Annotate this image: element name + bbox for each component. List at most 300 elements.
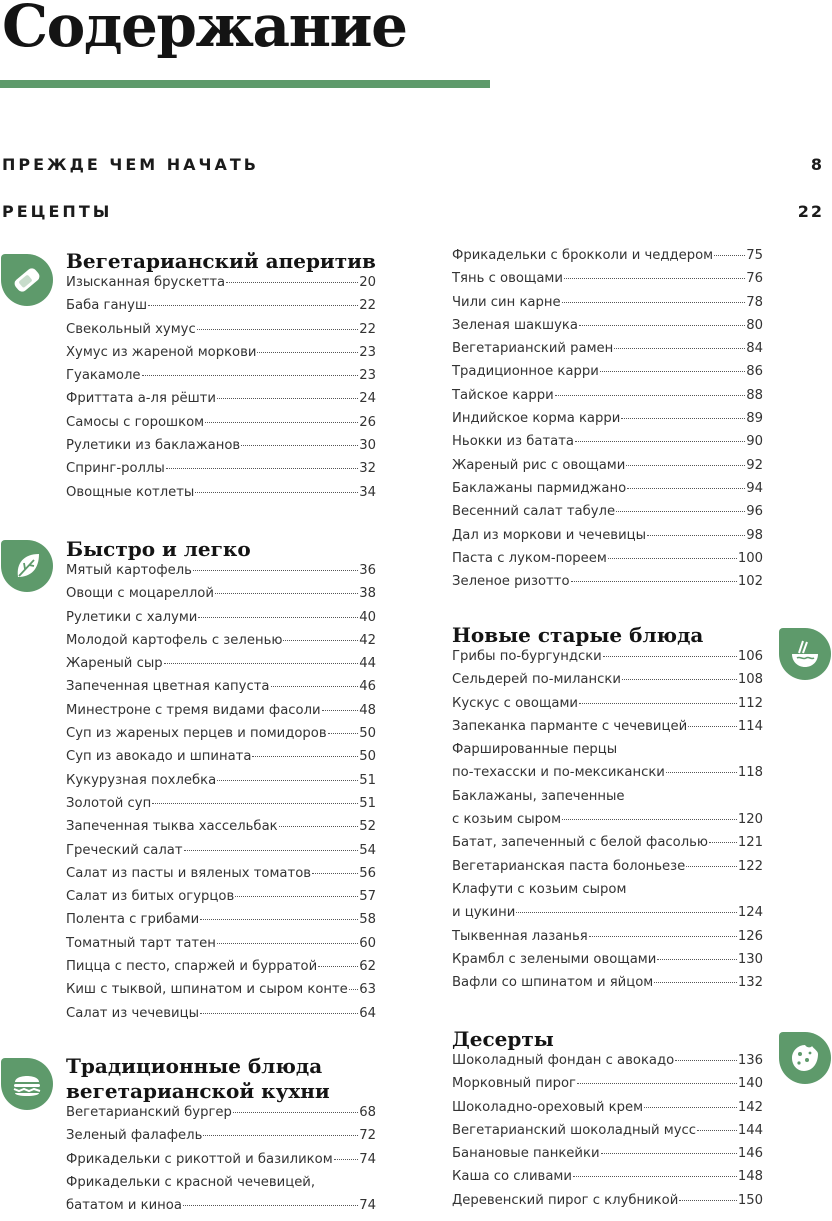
toc-entry[interactable] [66,1198,376,1221]
toc-entry[interactable] [452,364,763,387]
toc-entry[interactable] [452,789,763,812]
toc-entry-page: 58 [359,912,376,928]
toc-entry-label: Хумус из жареной моркови [66,344,257,360]
section-vegetarian-aperitif [66,250,376,508]
toc-entry-page: 136 [737,1053,763,1068]
toc-entry-label: Изысканная брускетта [66,275,226,290]
leader-dots [195,492,358,493]
leader-dots [257,352,358,353]
leader-dots [627,488,745,489]
toc-entry-page: 148 [737,1169,763,1185]
toc-entry-page: 72 [359,1128,376,1144]
toc-entry-page: 92 [746,457,763,473]
toc-entry-label: Зеленый фалафель [66,1128,203,1144]
entry-list [66,275,376,508]
leader-dots [573,1176,737,1177]
toc-entry-page: 78 [746,294,763,310]
toc-entry[interactable] [66,298,376,321]
leader-dots [217,943,358,944]
leader-dots [516,912,737,913]
section-title: Вегетарианский аперитив [66,249,376,273]
entry-list [66,1105,376,1221]
toc-entry[interactable] [66,819,376,842]
toc-entry-page: 63 [359,982,376,998]
toc-entry-label: Мятый картофель [66,563,192,578]
leader-dots [622,679,737,680]
toc-entry-label: Кукурузная похлебка [66,772,217,788]
toc-entry-label: ПРЕЖДЕ ЧЕМ НАЧАТЬ [2,154,259,174]
toc-entry-label: Суп из авокадо и шпината [66,749,252,765]
toc-entry-label: Томатный тарт татен [66,935,216,951]
page-title: Содержание [2,0,407,60]
leader-dots [626,465,745,466]
toc-entry[interactable] [452,719,763,742]
toc-entry-label: Рулетики из баклажанов [66,438,241,454]
leader-dots [148,305,358,306]
toc-entry-label: Запеченная тыква хассельбак [66,819,278,835]
section-quick-and-easy [66,538,376,1029]
toc-entry[interactable] [66,773,376,796]
toc-entry-label: Запеканка парманте с чечевицей [452,718,688,734]
toc-entry-label: Каша со сливами [452,1169,572,1185]
toc-entry[interactable] [66,485,376,508]
toc-entry-page: 22 [359,298,376,314]
toc-entry-label: Вегетарианский рамен [452,341,614,357]
toc-entry-label: Пицца с песто, спаржей и бурратой [66,959,318,975]
leader-dots [562,302,746,303]
toc-entry-page: 54 [359,842,376,858]
toc-entry[interactable] [452,411,763,434]
toc-entry[interactable] [66,345,376,368]
toc-entry-page: 22 [359,321,376,337]
leader-dots [164,663,359,664]
toc-entry-page: 44 [359,656,376,672]
toc-entry[interactable] [452,952,763,975]
toc-entry-page: 26 [359,414,376,430]
toc-entry-page: 112 [737,695,763,711]
section-new-old-dishes [452,624,763,998]
leader-dots [215,593,358,594]
toc-entry-label: Молодой картофель с зеленью [66,632,283,648]
toc-entry-page: 106 [737,649,763,664]
section-title-line-2: вегетарианской кухни [66,1079,330,1103]
toc-entry-label: Индийское корма карри [452,411,621,427]
toc-entry[interactable] [66,959,376,982]
toc-entry-page: 46 [359,679,376,695]
title-underline [0,80,490,88]
burger-icon [1,1058,53,1110]
toc-entry[interactable] [452,905,763,928]
toc-entry-page: 48 [359,702,376,718]
toc-entry[interactable] [452,649,763,672]
toc-entry[interactable] [66,563,376,586]
leader-dots [601,1153,737,1154]
toc-entry-label: Полента с грибами [66,912,200,928]
toc-entry-page: 84 [746,341,763,357]
toc-entry-page: 142 [737,1099,763,1115]
toast-icon [1,254,53,306]
toc-entry-page: 50 [359,749,376,765]
leader-dots [217,780,358,781]
leader-dots [279,826,359,827]
toc-entry[interactable] [66,656,376,679]
toc-entry-label: Батат, запеченный с белой фасолью [452,835,709,851]
toc-entry-page: 144 [737,1122,763,1138]
toc-entry[interactable] [66,889,376,912]
toc-entry[interactable] [452,1169,763,1192]
toc-entry-page: 108 [737,672,763,688]
toc-entry[interactable] [452,551,763,574]
leader-dots [589,936,737,937]
toc-entry[interactable] [452,696,763,719]
toc-entry-page: 122 [737,858,763,874]
toc-entry-page: 124 [737,905,763,921]
toc-entry[interactable] [66,912,376,935]
toc-entry-page: 102 [737,574,763,590]
leader-dots [349,989,358,990]
toc-entry-label: Баклажаны пармиджано [452,480,627,496]
toc-entry-label: Фрикадельки с рикоттой и базиликом [66,1151,333,1167]
toc-entry-page: 86 [746,364,763,380]
toc-entry-page: 132 [737,975,763,991]
leader-dots [334,1159,359,1160]
toc-entry[interactable] [452,929,763,952]
leader-dots [271,686,359,687]
toc-entry-label: Салат из пасты и вяленых томатов [66,865,312,881]
section-desserts [452,1028,763,1216]
toc-entry[interactable] [452,341,763,364]
toc-entry[interactable] [66,368,376,391]
toc-entry-label: Грибы по-бургундски [452,649,602,664]
toc-entry[interactable] [66,679,376,702]
toc-entry[interactable] [66,415,376,438]
section-title: Традиционные блюда [66,1054,323,1078]
leader-dots [679,1200,737,1201]
leader-dots [575,441,745,442]
toc-entry[interactable] [66,703,376,726]
toc-entry[interactable] [66,796,376,819]
leader-dots [322,710,359,711]
toc-entry[interactable] [66,843,376,866]
toc-entry[interactable] [66,982,376,1005]
entry-list [452,1053,763,1216]
toc-entry-page: 38 [359,586,376,602]
leader-dots [183,1205,358,1206]
toc-entry[interactable] [66,610,376,633]
toc-entry-label: Вегетарианский бургер [66,1105,232,1120]
toc-entry-page: 40 [359,609,376,625]
toc-entry-label: РЕЦЕПТЫ [2,201,113,221]
leader-dots [235,896,358,897]
leader-dots [686,866,737,867]
toc-entry-label: Фрикадельки с брокколи и чеддером [452,248,714,263]
toc-entry[interactable] [452,504,763,527]
toc-entry-page: 114 [737,718,763,734]
leader-dots [200,919,358,920]
leader-dots [675,1060,737,1061]
toc-entry-label: Весенний салат табуле [452,504,616,520]
toc-entry[interactable] [452,975,763,998]
toc-entry-page: 76 [746,271,763,287]
toc-entry-page: 68 [359,1105,376,1120]
toc-entry-before-start[interactable] [2,152,824,176]
toc-entry-page: 8 [810,154,824,174]
toc-entry-label: Вегетарианская паста болоньезе [452,858,686,874]
toc-entry[interactable] [452,388,763,411]
toc-entry-label: по-техасски и по-мексикански [452,765,665,781]
toc-entry-page: 89 [746,411,763,427]
toc-entry[interactable] [66,275,376,298]
toc-entry[interactable] [66,586,376,609]
section-traditional-dishes [66,1055,376,1221]
toc-entry-page: 30 [359,438,376,454]
toc-entry-page: 36 [359,563,376,578]
toc-entry-page: 140 [737,1076,763,1092]
toc-entry-label: Фрикадельки с красной чечевицей, [66,1174,316,1190]
leader-dots [666,772,737,773]
leader-dots [577,1083,737,1084]
leader-dots [697,1130,737,1131]
toc-entry-label: Свекольный хумус [66,321,196,337]
toc-entry[interactable] [452,859,763,882]
toc-entry[interactable] [452,835,763,858]
leader-dots [205,422,358,423]
leader-dots [621,418,745,419]
toc-entry-page: 64 [359,1005,376,1021]
toc-entry[interactable] [452,271,763,294]
toc-entry-label: Шоколадный фондан с авокадо [452,1053,675,1068]
toc-entry[interactable] [66,1105,376,1128]
toc-entry[interactable] [66,726,376,749]
toc-entry-label: Тайское карри [452,387,554,403]
toc-entry-page: 42 [359,632,376,648]
leader-dots [217,398,358,399]
toc-entry[interactable] [66,1175,376,1198]
leader-dots [203,1135,358,1136]
toc-entry[interactable] [66,322,376,345]
toc-entry-label: Самосы с горошком [66,414,205,430]
toc-entry[interactable] [452,318,763,341]
leader-dots [579,703,737,704]
leader-dots [166,468,358,469]
toc-entry-label: Деревенский пирог с клубникой [452,1192,679,1208]
toc-entry[interactable] [66,1006,376,1029]
leader-dots [647,535,745,536]
toc-entry[interactable] [66,438,376,461]
toc-entry[interactable] [452,574,763,597]
toc-entry-page: 88 [746,387,763,403]
leader-dots [233,1112,358,1113]
toc-entry[interactable] [452,1053,763,1076]
toc-entry-page: 94 [746,480,763,496]
toc-entry[interactable] [66,1128,376,1151]
toc-entry-page: 24 [359,391,376,407]
toc-entry-page: 121 [737,835,763,851]
toc-entry-label: Традиционное карри [452,364,599,380]
toc-entry-recipes[interactable] [2,199,824,223]
toc-entry-page: 62 [359,959,376,975]
toc-entry-label: Вегетарианский шоколадный мусс [452,1122,697,1138]
leader-dots [200,1013,358,1014]
toc-entry[interactable] [452,295,763,318]
leader-dots [252,756,358,757]
toc-entry-label: Баклажаны, запеченные [452,788,625,804]
leader-dots [562,819,737,820]
leader-dots [714,255,745,256]
toc-entry-page: 120 [737,812,763,828]
leader-dots [688,726,737,727]
noodle-bowl-icon [779,628,831,680]
toc-entry[interactable] [66,866,376,889]
leader-dots [241,445,358,446]
toc-entry-label: Суп из жареных перцев и помидоров [66,726,327,742]
leader-dots [283,640,358,641]
toc-entry-page: 80 [746,317,763,333]
toc-entry[interactable] [66,461,376,484]
toc-entry[interactable] [452,672,763,695]
leader-dots [184,850,359,851]
toc-entry-page: 118 [737,765,763,781]
toc-entry[interactable] [452,458,763,481]
toc-entry[interactable] [452,765,763,788]
toc-entry-label: Запеченная цветная капуста [66,679,270,695]
toc-entry-label: Салат из чечевицы [66,1005,199,1021]
toc-entry-label: Тыквенная лазанья [452,928,588,944]
toc-entry[interactable] [452,1076,763,1099]
toc-entry-label: Крамбл с зелеными овощами [452,951,657,967]
toc-entry-page: 22 [797,201,824,221]
toc-entry-page: 100 [737,550,763,566]
toc-entry-label: Минестроне с тремя видами фасоли [66,702,321,718]
entry-list [452,649,763,998]
toc-entry-label: Ньокки из батата [452,434,574,450]
cookie-icon [779,1032,831,1084]
entry-list [66,563,376,1029]
toc-entry-label: Киш с тыквой, шпинатом и сыром конте [66,982,348,998]
toc-entry-label: Греческий салат [66,842,183,858]
toc-entry-label: и цукини [452,905,516,921]
leader-dots [571,581,737,582]
toc-entry-label: Паста с луком-пореем [452,550,607,566]
leader-dots [312,873,358,874]
toc-entry-label: Клафути с козьим сыром [452,881,627,897]
leader-dots [193,570,358,571]
toc-entry[interactable] [452,1193,763,1216]
leader-dots [644,1107,737,1108]
leader-dots [603,656,737,657]
toc-entry-label: Овощные котлеты [66,484,195,500]
toc-entry[interactable] [66,1152,376,1175]
toc-entry[interactable] [452,1100,763,1123]
toc-entry[interactable] [452,248,763,271]
toc-entry[interactable] [452,481,763,504]
toc-entry-label: Кускус с овощами [452,695,579,711]
toc-entry[interactable] [66,633,376,656]
toc-entry-label: Вафли со шпинатом и яйцом [452,975,654,991]
toc-entry[interactable] [452,742,763,765]
toc-entry-label: Банановые панкейки [452,1146,600,1162]
toc-entry-label: Тянь с овощами [452,271,563,287]
toc-entry-page: 150 [737,1192,763,1208]
toc-entry-page: 34 [359,484,376,500]
toc-entry-page: 23 [359,368,376,384]
toc-entry-page: 32 [359,461,376,477]
toc-entry-page: 74 [359,1151,376,1167]
leader-dots [318,966,358,967]
leader-dots [614,348,745,349]
toc-entry-label: Дал из моркови и чечевицы [452,527,647,543]
toc-entry-label: Морковный пирог [452,1076,576,1092]
toc-entry[interactable] [452,812,763,835]
leader-dots [197,329,358,330]
toc-entry-label: Фриттата а-ля рёшти [66,391,216,407]
toc-entry[interactable] [66,749,376,772]
leader-dots [226,282,358,283]
toc-entry-page: 23 [359,344,376,360]
toc-entry[interactable] [452,1146,763,1169]
toc-entry-label: с козьим сыром [452,812,562,828]
toc-entry-label: Сельдерей по-милански [452,672,621,688]
toc-entry-page: 51 [359,795,376,811]
toc-entry-label: Фаршированные перцы [452,742,618,758]
toc-entry-label: Спринг-роллы [66,461,165,477]
leader-dots [328,733,359,734]
toc-entry-page: 60 [359,935,376,951]
toc-entry[interactable] [452,882,763,905]
section-title: Быстро и легко [66,537,251,561]
toc-entry-label: Шоколадно-ореховый крем [452,1099,644,1115]
section-title: Новые старые блюда [452,623,704,647]
section-traditional-dishes-continued [452,248,763,597]
leader-dots [608,558,737,559]
toc-entry[interactable] [66,936,376,959]
toc-entry[interactable] [452,434,763,457]
toc-entry-page: 74 [359,1198,376,1214]
toc-entry-page: 57 [359,889,376,905]
leader-dots [152,803,358,804]
toc-entry-label: Баба гануш [66,298,148,314]
toc-entry-label: Рулетики с халуми [66,609,198,625]
toc-entry[interactable] [452,1123,763,1146]
leader-dots [657,959,737,960]
toc-entry-page: 130 [737,951,763,967]
leader-dots [600,371,745,372]
toc-entry-page: 52 [359,819,376,835]
toc-entry-page: 126 [737,928,763,944]
toc-entry-label: Зеленая шакшука [452,317,578,333]
leaf-icon [1,540,53,592]
toc-entry-label: Овощи с моцареллой [66,586,214,602]
toc-entry-page: 90 [746,434,763,450]
leader-dots [555,395,746,396]
toc-entry-page: 98 [746,527,763,543]
toc-entry-page: 51 [359,772,376,788]
leader-dots [579,325,745,326]
toc-entry-label: Золотой суп [66,795,152,811]
leader-dots [616,511,745,512]
toc-entry[interactable] [66,391,376,414]
toc-entry-label: Жареный рис с овощами [452,457,626,473]
toc-entry-label: Чили син карне [452,294,561,310]
toc-entry[interactable] [452,528,763,551]
leader-dots [709,842,737,843]
toc-entry-label: Салат из битых огурцов [66,889,235,905]
section-title: Десерты [452,1027,554,1051]
toc-entry-page: 75 [746,248,763,263]
leader-dots [142,375,359,376]
toc-entry-page: 146 [737,1146,763,1162]
toc-entry-page: 56 [359,865,376,881]
